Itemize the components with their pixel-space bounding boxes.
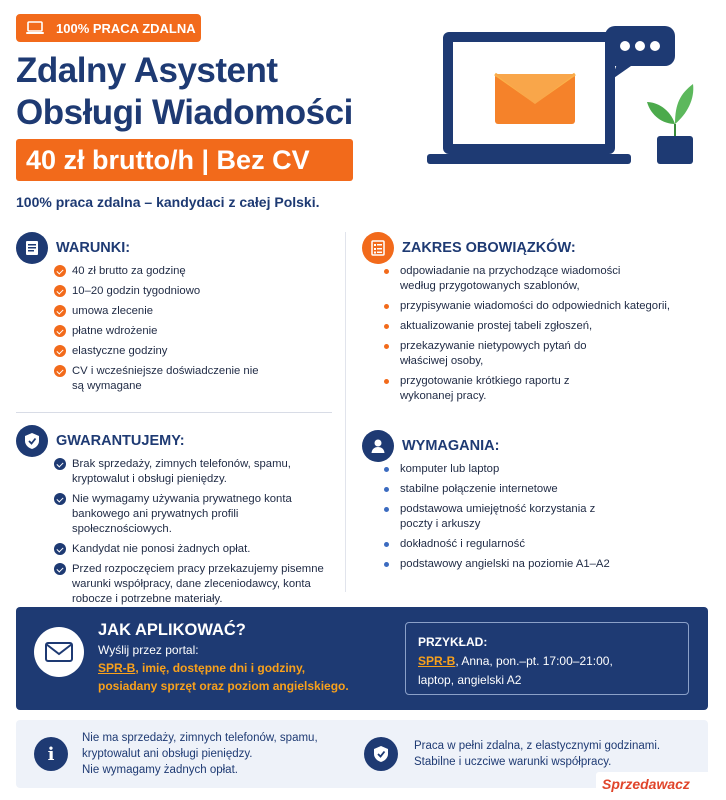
list-item: stabilne połączenie internetowe: [382, 482, 682, 497]
example-line-1-text: , Anna, pon.–pt. 17:00–21:00,: [455, 654, 613, 668]
divider: [345, 232, 346, 592]
info-left-text: [82, 730, 318, 778]
title-line-1: Zdalny Asystent: [16, 51, 278, 90]
list-item: Kandydat nie ponosi żadnych opłat.: [54, 542, 339, 557]
list-item: 10–20 godzin tygodniowo: [54, 284, 264, 299]
watermark-logo: [596, 772, 720, 796]
info-right-text: [414, 738, 660, 770]
document-icon: [16, 232, 48, 264]
shield-check-icon: [16, 425, 48, 457]
list-item: Nie wymagamy używania prywatnego konta bankowego ani prywatnych profili społecznościowych.: [54, 492, 339, 537]
list-item: CV i wcześniejsze doświadczenie nie są wymagane: [54, 364, 264, 394]
info-left-line: kryptowalut ani obsługi pieniędzy.: [82, 748, 253, 760]
list-item: podstawowa umiejętność korzystania z poczty i arkuszy: [382, 502, 602, 532]
apply-line-3: posiadany sprzęt oraz poziom angielskiego.: [98, 679, 349, 693]
list-item: Brak sprzedaży, zimnych telefonów, spamu, kryptowalut i obsługi pieniędzy.: [54, 457, 339, 487]
list-item: przygotowanie krótkiego raportu z wykonanej pracy.: [382, 374, 582, 404]
zakres-section: [362, 232, 707, 409]
list-item: odpowiadanie na przychodzące wiadomości według przygotowanych szablonów,: [382, 264, 637, 294]
info-right-line: Praca w pełni zdalna, z elastycznymi godzinami.: [414, 740, 661, 752]
example-title: PRZYKŁAD:: [418, 635, 488, 649]
list-item: podstawowy angielski na poziomie A1–A2: [382, 557, 682, 572]
list-item: przypisywanie wiadomości do odpowiednich kategorii,: [382, 299, 704, 314]
list-item: dokładność i regularność: [382, 537, 682, 552]
laptop-icon: [18, 16, 52, 40]
gwarantujemy-title: GWARANTUJEMY:: [56, 433, 185, 449]
user-icon: [362, 430, 394, 462]
remote-badge: [16, 14, 201, 42]
apply-code: SPR-B: [98, 661, 136, 675]
warunki-section: [16, 232, 336, 399]
laptop-mail-illustration: [425, 24, 715, 184]
apply-line-2-text: , imię, dostępne dni i godziny,: [135, 661, 306, 675]
list-item: przekazywanie nietypowych pytań do właściwej osoby,: [382, 339, 592, 369]
envelope-icon: [34, 627, 84, 677]
list-item: umowa zlecenie: [54, 304, 264, 319]
info-left-line: Nie wymagamy żadnych opłat.: [82, 764, 238, 776]
list-item: płatne wdrożenie: [54, 324, 264, 339]
list-item: komputer lub laptop: [382, 462, 682, 477]
shield-check-icon: [364, 737, 398, 771]
gwarantujemy-section: [16, 425, 341, 612]
example-code: SPR-B: [418, 654, 456, 668]
badge-text: 100% PRACA ZDALNA: [52, 16, 199, 40]
title-line-2: Obsługi Wiadomości: [16, 93, 353, 132]
wymagania-title: WYMAGANIA:: [402, 438, 500, 454]
example-line-2: laptop, angielski A2: [418, 673, 522, 687]
apply-line-1: Wyślij przez portal:: [98, 643, 199, 657]
info-right-line: Stabilne i uczciwe warunki współpracy.: [414, 756, 612, 768]
subtitle: 100% praca zdalna – kandydaci z całej Polski.: [16, 194, 320, 210]
wymagania-section: [362, 430, 707, 577]
apply-title: JAK APLIKOWAĆ?: [98, 621, 246, 639]
list-item: aktualizowanie prostej tabeli zgłoszeń,: [382, 319, 704, 334]
checklist-icon: [362, 232, 394, 264]
example-line-1: [418, 654, 613, 668]
info-left-line: Nie ma sprzedaży, zimnych telefonów, spamu,: [82, 732, 318, 744]
price-bar: 40 zł brutto/h | Bez CV: [16, 139, 353, 181]
list-item: Przed rozpoczęciem pracy przekazujemy pisemne warunki współpracy, dane zleceniodawcy, konta robocze i potrzebne materiały.: [54, 562, 339, 607]
apply-line-2: [98, 661, 305, 675]
list-item: 40 zł brutto za godzinę: [54, 264, 264, 279]
watermark-text: Sprzedawacz: [602, 776, 690, 792]
page-title: [16, 50, 353, 134]
divider: [16, 412, 332, 413]
info-icon: i: [34, 737, 68, 771]
example-box: [405, 622, 689, 695]
zakres-title: ZAKRES OBOWIĄZKÓW:: [402, 240, 576, 256]
list-item: elastyczne godziny: [54, 344, 264, 359]
warunki-title: WARUNKI:: [56, 240, 131, 256]
apply-panel: [16, 607, 708, 710]
